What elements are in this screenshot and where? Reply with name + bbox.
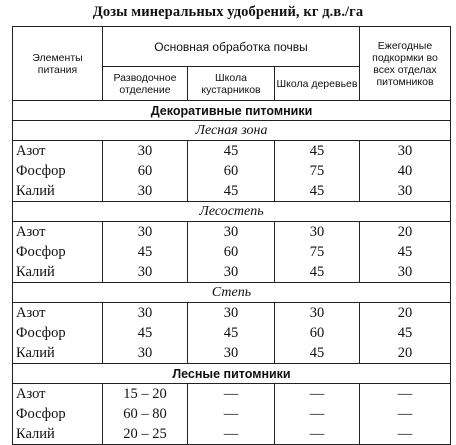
dose-value: — (188, 404, 275, 424)
header-breeding: Разводочное отделение (103, 67, 188, 101)
zone-title: Лесная зона (13, 121, 451, 141)
zone-title: Степь (13, 283, 451, 303)
element-name: Азот (13, 384, 103, 405)
table-row (13, 323, 451, 343)
element-name: Калий (13, 424, 103, 445)
dose-value: 60 (188, 242, 275, 262)
dose-value: 20 (360, 222, 451, 243)
dose-value: 45 (188, 141, 275, 162)
dose-value: 75 (275, 161, 360, 181)
table-title: Дозы минеральных удобрений, кг д.в./га (92, 4, 364, 20)
table-row (13, 404, 451, 424)
section-title: Декоративные питомники (13, 101, 451, 121)
dose-value: 45 (103, 242, 188, 262)
element-name: Калий (13, 181, 103, 202)
table-row (13, 141, 451, 162)
table-row (13, 343, 451, 364)
dose-value: 45 (275, 343, 360, 364)
dose-value: — (188, 384, 275, 405)
zone-row (13, 121, 451, 141)
table-row (13, 303, 451, 324)
dose-value: 30 (275, 303, 360, 324)
element-name: Калий (13, 343, 103, 364)
element-name: Фосфор (13, 323, 103, 343)
section-row (13, 364, 451, 384)
dose-value: 30 (188, 343, 275, 364)
dose-value: — (188, 424, 275, 445)
dose-value: — (360, 404, 451, 424)
dose-value: 30 (275, 222, 360, 243)
dose-value: — (275, 424, 360, 445)
header-main-tillage: Основная обработка почвы (103, 27, 360, 67)
dose-value: 45 (360, 242, 451, 262)
element-name: Фосфор (13, 242, 103, 262)
dose-value: 30 (103, 222, 188, 243)
dose-value: — (360, 424, 451, 445)
header-annual: Ежегодные подкормки во всех отделах питомников (360, 27, 451, 101)
dose-value: — (360, 384, 451, 405)
dose-value: 60 (188, 161, 275, 181)
element-name: Азот (13, 222, 103, 243)
table-row (13, 424, 451, 445)
dose-value: 30 (188, 222, 275, 243)
header-shrub-school: Школа кустарников (188, 67, 275, 101)
fertilizer-doses-table (12, 26, 451, 445)
dose-value: 45 (188, 181, 275, 202)
dose-value: — (275, 384, 360, 405)
dose-value: 15 – 20 (103, 384, 188, 405)
dose-value: 60 – 80 (103, 404, 188, 424)
dose-value: 45 (103, 323, 188, 343)
dose-value: 30 (103, 303, 188, 324)
section-row (13, 101, 451, 121)
dose-value: 45 (188, 323, 275, 343)
table-row (13, 222, 451, 243)
dose-value: 30 (103, 181, 188, 202)
dose-value: 30 (103, 343, 188, 364)
element-name: Фосфор (13, 161, 103, 181)
element-name: Фосфор (13, 404, 103, 424)
dose-value: 75 (275, 242, 360, 262)
dose-value: 45 (275, 181, 360, 202)
zone-row (13, 202, 451, 222)
header-tree-school: Школа деревьев (275, 67, 360, 101)
dose-value: 30 (360, 181, 451, 202)
dose-value: 40 (360, 161, 451, 181)
dose-value: 20 (360, 343, 451, 364)
dose-value: 45 (360, 323, 451, 343)
dose-value: 30 (360, 141, 451, 162)
section-title: Лесные питомники (13, 364, 451, 384)
table-row (13, 242, 451, 262)
dose-value: 30 (103, 262, 188, 283)
dose-value: 45 (275, 141, 360, 162)
element-name: Азот (13, 303, 103, 324)
element-name: Калий (13, 262, 103, 283)
dose-value: — (275, 404, 360, 424)
table-row (13, 161, 451, 181)
dose-value: 45 (275, 262, 360, 283)
dose-value: 20 – 25 (103, 424, 188, 445)
dose-value: 30 (103, 141, 188, 162)
dose-value: 30 (188, 303, 275, 324)
table-row (13, 384, 451, 405)
zone-title: Лесостепь (13, 202, 451, 222)
table-row (13, 181, 451, 202)
dose-value: 30 (188, 262, 275, 283)
dose-value: 60 (275, 323, 360, 343)
table-row (13, 262, 451, 283)
dose-value: 60 (103, 161, 188, 181)
dose-value: 30 (360, 262, 451, 283)
zone-row (13, 283, 451, 303)
header-elements: Элементы питания (13, 27, 103, 101)
dose-value: 20 (360, 303, 451, 324)
element-name: Азот (13, 141, 103, 162)
